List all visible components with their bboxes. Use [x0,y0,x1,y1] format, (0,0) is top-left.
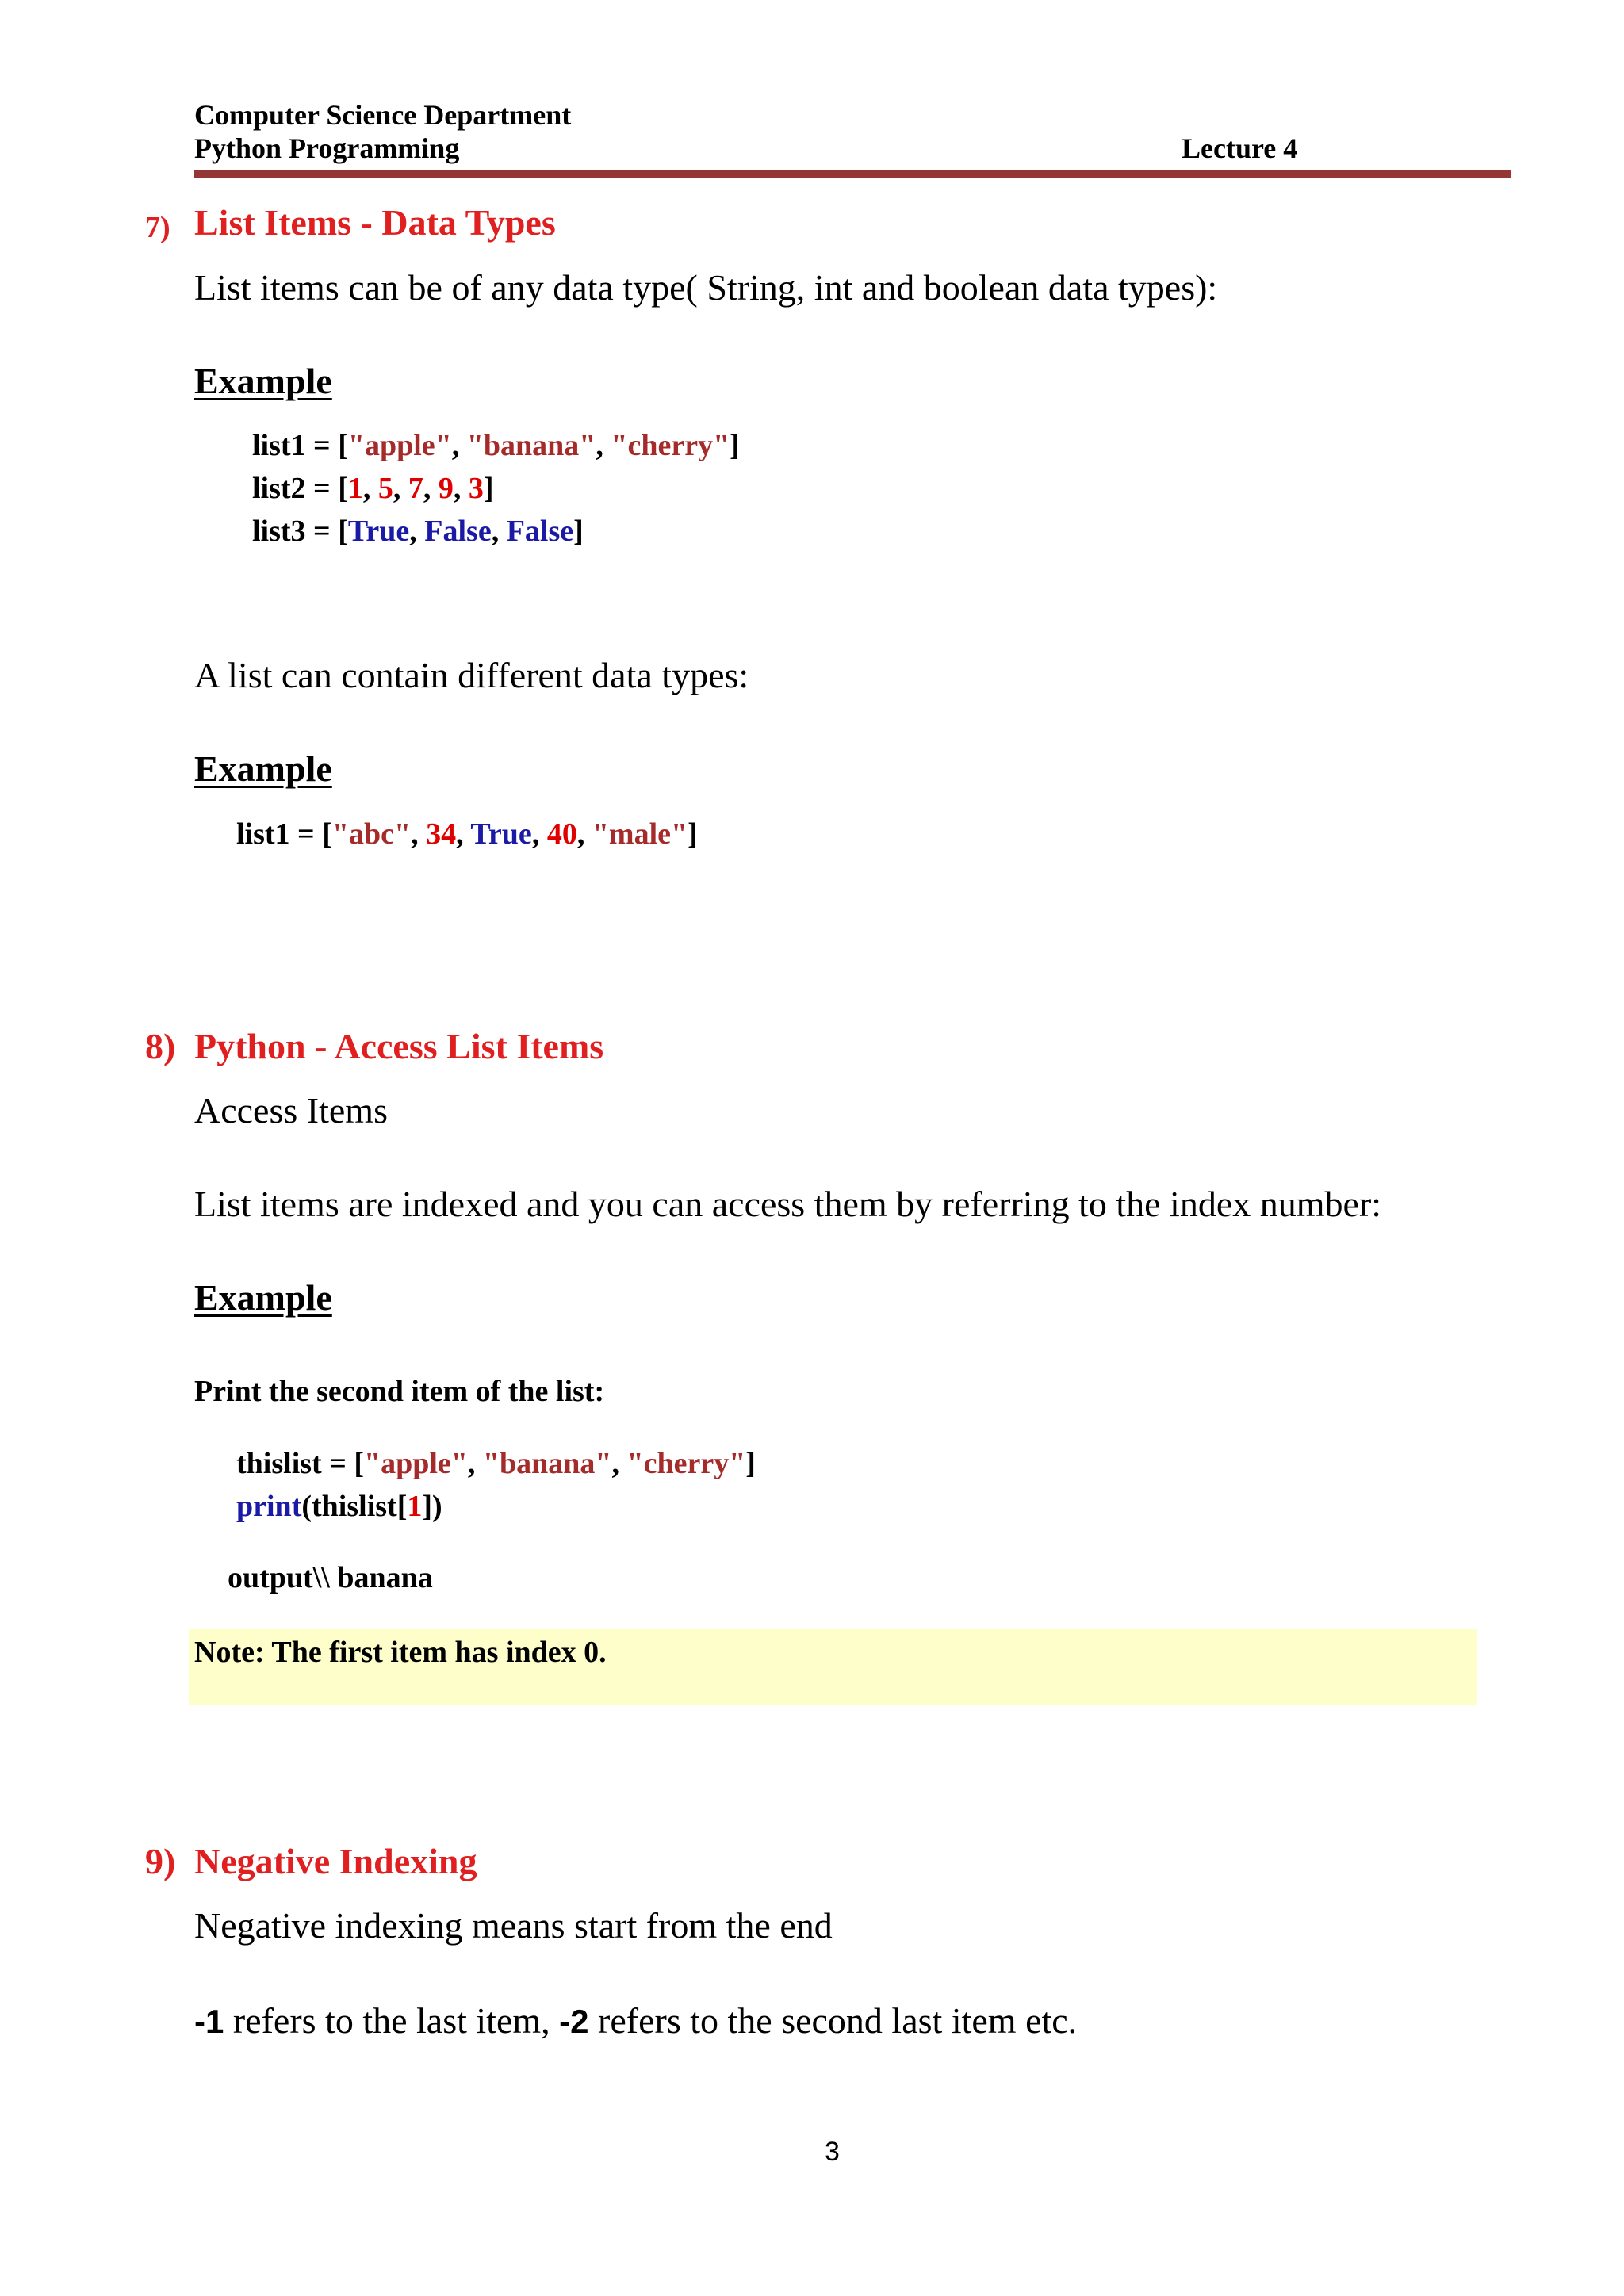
example-task: Print the second item of the list: [194,1375,605,1408]
header-lecture: Lecture 4 [1182,132,1298,164]
code-line-thislist: thislist = ["apple", "banana", "cherry"] [236,1447,756,1480]
section-9-intro: Negative indexing means start from the end [194,1905,833,1946]
section-8-intro: List items are indexed and you can access them by referring to the index number: [194,1184,1382,1224]
page-number: 3 [825,2137,840,2167]
negative-index-explanation: -1 refers to the last item, -2 refers to the second last item etc. [194,2000,1078,2041]
example-label: Example [194,1277,332,1318]
header-department: Computer Science Department [194,99,572,131]
code-line-mixed: list1 = ["abc", 34, True, 40, "male"] [236,817,698,851]
mixed-types-text: A list can contain different data types: [194,655,749,695]
code-line-list2: list2 = [1, 5, 7, 9, 3] [252,472,494,505]
code-line-list3: list3 = [True, False, False] [252,515,584,548]
example-label: Example [194,748,332,789]
section-8-number: 8) [145,1026,176,1066]
section-8-title: Python - Access List Items [194,1026,604,1066]
code-line-print: print(thislist[1]) [236,1490,442,1523]
section-9-title: Negative Indexing [194,1841,477,1881]
section-7-intro: List items can be of any data type( String, int and boolean data types): [194,267,1218,308]
header-rule [194,170,1511,178]
example-label: Example [194,361,332,401]
section-9-number: 9) [145,1841,176,1881]
code-output: output\\ banana [228,1561,433,1594]
code-line-list1: list1 = ["apple", "banana", "cherry"] [252,429,740,462]
header-course: Python Programming [194,132,460,164]
section-8-subheading: Access Items [194,1090,388,1131]
note-text: Note: The first item has index 0. [194,1636,607,1669]
section-7-number: 7) [145,211,170,244]
section-7-title: List Items - Data Types [194,202,556,243]
